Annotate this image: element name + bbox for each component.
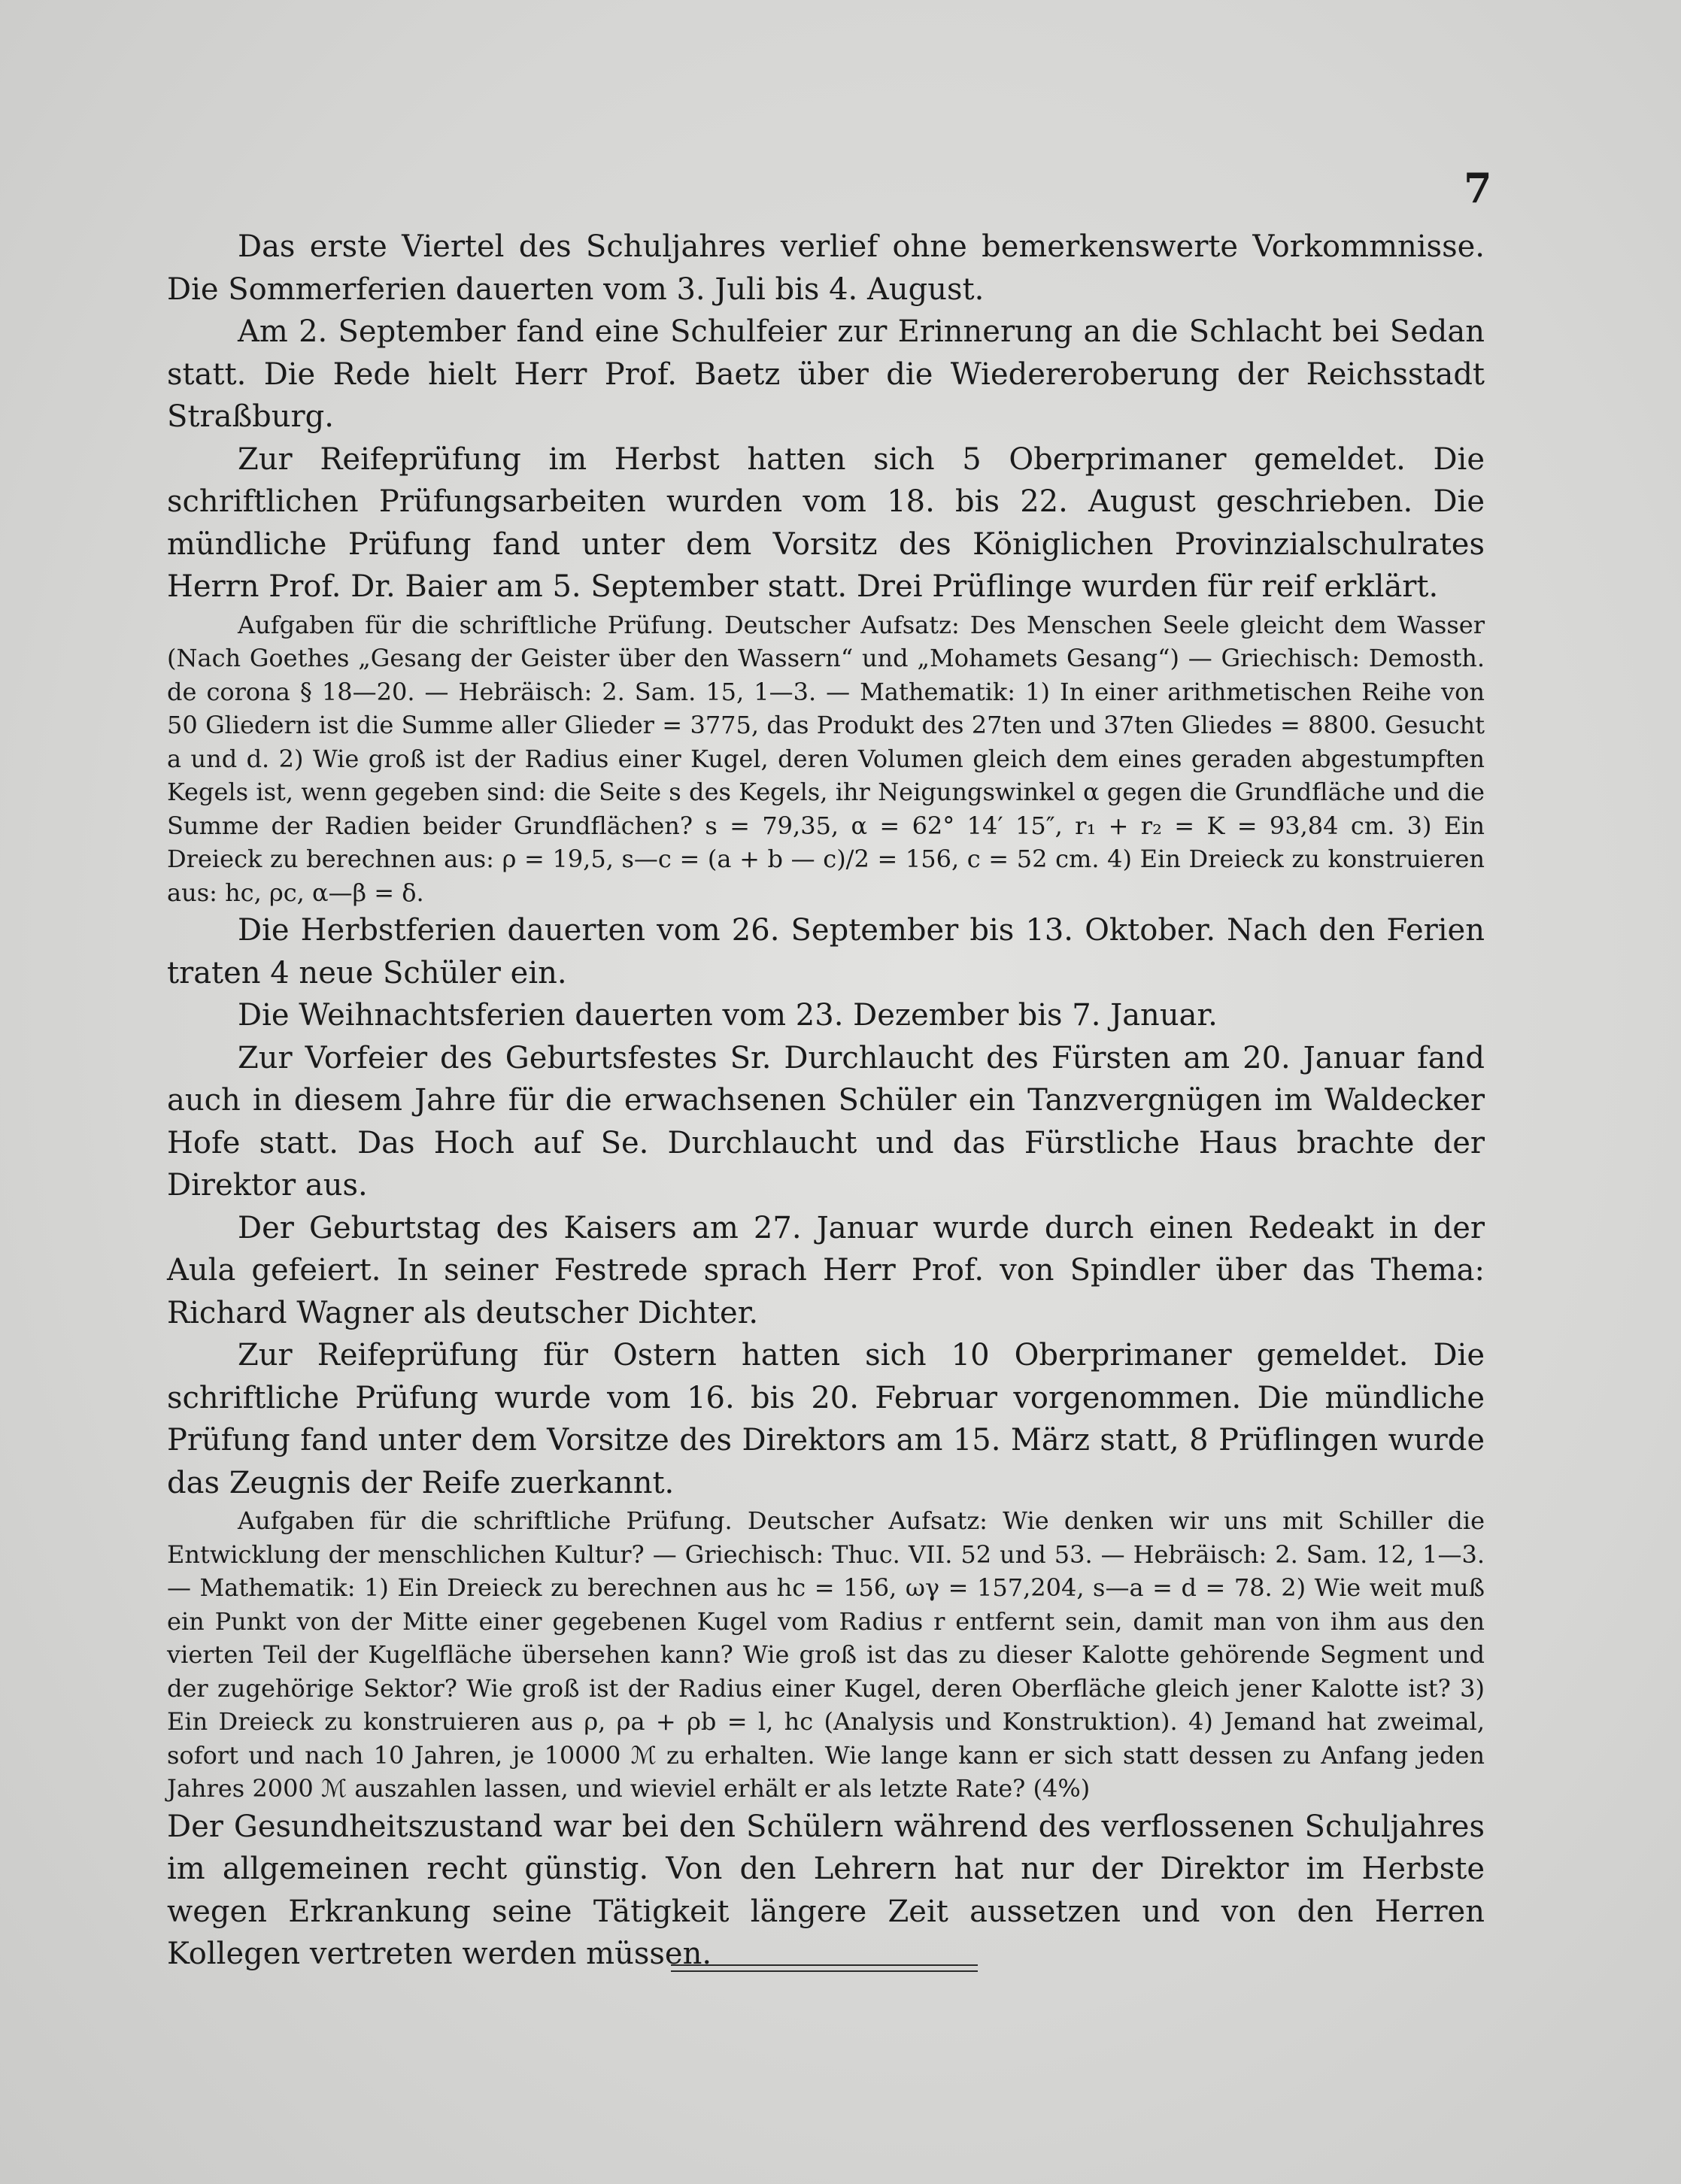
paragraph-health-status: Der Gesundheitszustand war bei den Schülern während des verflossenen Schuljahres im allgemeinen recht günstig. Von den Lehrern hat nur der Direktor im Herbste wegen Erkrankung seine Tätigkeit längere Zeit aussetzen und von den Herren Kollegen vertreten werden müssen. bbox=[167, 1809, 1485, 1971]
page-number: 7 bbox=[1464, 164, 1492, 212]
paragraph-kaiser-birthday: Der Geburtstag des Kaisers am 27. Januar wurde durch einen Redeakt in der Aula gefeiert. In seiner Festrede sprach Herr Prof. von Spindler über das Thema: Richard Wagner als deutscher Dichter. bbox=[167, 1210, 1485, 1330]
body-text bbox=[167, 226, 1485, 1976]
paragraph-easter-exam: Zur Reifeprüfung für Ostern hatten sich 10 Oberprimaner gemeldet. Die schriftliche Prüfung wurde vom 16. bis 20. Februar vorgenommen. Die mündliche Prüfung fand unter dem Vorsitze des Direktors am 15. März statt, 8 Prüflingen wurde das Zeugnis der Reife zuerkannt. bbox=[167, 1338, 1485, 1500]
paragraph-christmas-holidays: Die Weihnachtsferien dauerten vom 23. Dezember bis 7. Januar. bbox=[238, 998, 1218, 1033]
end-rule-divider bbox=[671, 1964, 978, 1972]
paragraph-prince-birthday: Zur Vorfeier des Geburtsfestes Sr. Durchlaucht des Fürsten am 20. Januar fand auch in diesem Jahre für die erwachsenen Schüler ein Tanzvergnügen im Waldecker Hofe statt. Das Hoch auf Se. Durchlaucht und das Fürstliche Haus brachte der Direktor aus. bbox=[167, 1040, 1485, 1203]
paragraph-autumn-holidays: Die Herbstferien dauerten vom 26. September bis 13. Oktober. Nach den Ferien traten 4 neue Schüler ein. bbox=[167, 913, 1485, 990]
paragraph-easter-exam-tasks: Aufgaben für die schriftliche Prüfung. Deutscher Aufsatz: Wie denken wir uns mit Schiller die Entwicklung der menschlichen Kultur? — Griechisch: Thuc. VII. 52 und 53. — Hebräisch: 2. Sam. 12, 1—3. — Mathematik: 1) Ein Dreieck zu berechnen aus hc = 156, ωγ = 157,204, s—a = d = 78. 2) Wie weit muß ein Punkt von der Mitte einer gegebenen Kugel vom Radius r entfernt sein, damit man von ihm aus den vierten Teil der Kugelfläche übersehen kann? Wie groß ist das zu dieser Kalotte gehörende Segment und der zugehörige Sektor? Wie groß ist der Radius einer Kugel, deren Oberfläche gleich jener Kalotte ist? 3) Ein Dreieck zu konstruieren aus ρ, ρa + ρb = l, hc (Analysis und Konstruktion). 4) Jemand hat zweimal, sofort und nach 10 Jahren, je 10000 ℳ zu erhalten. Wie lange kann er sich statt dessen zu Anfang jeden Jahres 2000 ℳ auszahlen lassen, und wieviel erhält er als letzte Rate? (4%) bbox=[167, 1506, 1485, 1803]
paragraph-sedan-celebration: Am 2. September fand eine Schulfeier zur Erinnerung an die Schlacht bei Sedan statt. Die Rede hielt Herr Prof. Baetz über die Wiedereroberung der Reichsstadt Straßburg. bbox=[167, 314, 1485, 434]
paragraph-autumn-exam: Zur Reifeprüfung im Herbst hatten sich 5 Oberprimaner gemeldet. Die schriftlichen Prüfungsarbeiten wurden vom 18. bis 22. August geschrieben. Die mündliche Prüfung fand unter dem Vorsitz des Königlichen Provinzialschulrates Herrn Prof. Dr. Baier am 5. September statt. Drei Prüflinge wurden für reif erklärt. bbox=[167, 441, 1485, 604]
paragraph-first-quarter: Das erste Viertel des Schuljahres verlief ohne bemerkenswerte Vorkommnisse. Die Sommerferien dauerten vom 3. Juli bis 4. August. bbox=[167, 229, 1485, 307]
paragraph-autumn-exam-tasks: Aufgaben für die schriftliche Prüfung. Deutscher Aufsatz: Des Menschen Seele gleicht dem Wasser (Nach Goethes „Gesang der Geister über den Wassern“ und „Mohamets Gesang“) — Griechisch: Demosth. de corona § 18—20. — Hebräisch: 2. Sam. 15, 1—3. — Mathematik: 1) In einer arithmetischen Reihe von 50 Gliedern ist die Summe aller Glieder = 3775, das Produkt des 27ten und 37ten Gliedes = 8800. Gesucht a und d. 2) Wie groß ist der Radius einer Kugel, deren Volumen gleich dem eines geraden abgestumpften Kegels ist, wenn gegeben sind: die Seite s des Kegels, ihr Neigungswinkel α gegen die Grundfläche und die Summe der Radien beider Grundflächen? s = 79,35, α = 62° 14′ 15″, r₁ + r₂ = K = 93,84 cm. 3) Ein Dreieck zu berechnen aus: ρ = 19,5, s—c = (a + b — c)/2 = 156, c = 52 cm. 4) Ein Dreieck zu konstruieren aus: hc, ρc, α—β = δ. bbox=[167, 610, 1485, 907]
